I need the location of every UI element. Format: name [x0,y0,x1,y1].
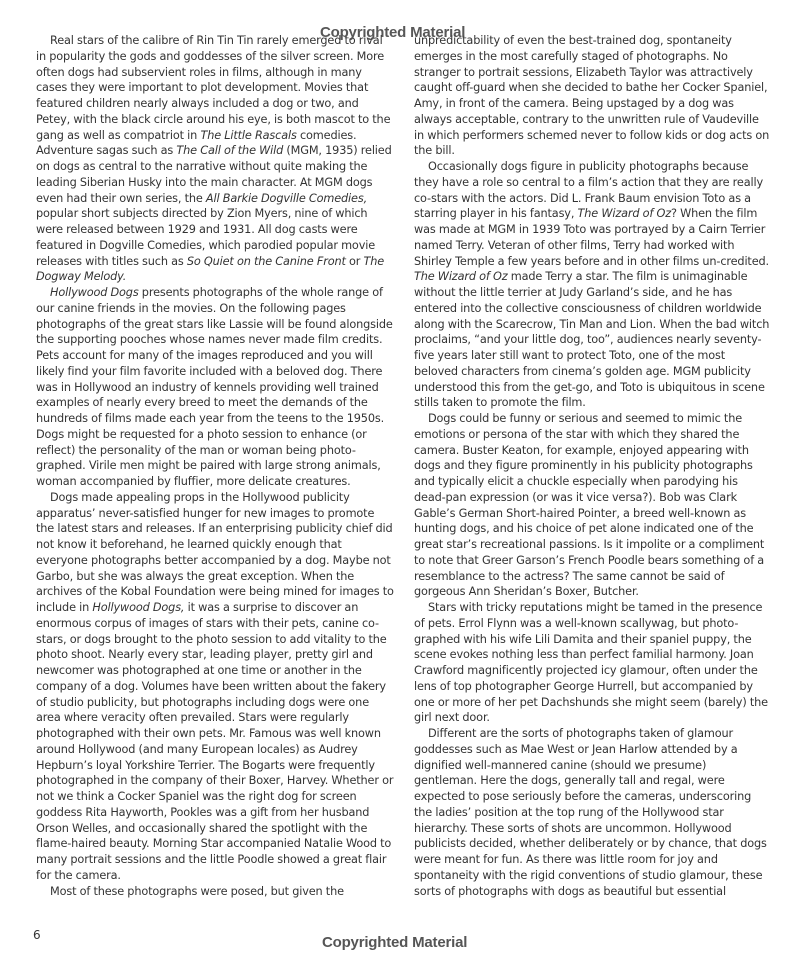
text-run: Stars with tricky reputations might be tamed in the presence of pets. Errol Flynn was a well-known scallywag, but photo-graphed with his wife Lili Damita and their spaniel puppy, the scene evokes nothing less than perfect familial harmony. Joan Crawford magnificently projected icy glamour, often under the lens of top photographer George Hurrell, but accompanied by one or more of her pet Dachshunds she might seem (barely) the girl next door. [414,601,768,725]
right-column [414,33,772,899]
film-title: The Call of the Wild [176,144,284,158]
paragraph-tricky-reputations [414,600,772,726]
text-run: Real stars of the calibre of Rin Tin Tin rarely emerged to rival in popularity the gods and goddesses of the silver screen. More often dogs had subservient roles in films, although in many cases they were important to plot development. Movies that featured children nearly always included a dog or two, and Petey, with the black circle around his eye, is both mascot to the gang as well as compatriot in [36,34,391,142]
text-run: comedies. Adventure sagas such as [36,128,357,158]
paragraph-wizard-of-oz [414,159,772,411]
text-run: Dogs made appealing props in the Hollywood publicity apparatus’ never-satisfied hunger for new images to promote the latest stars and releases. If an enterprising publicity chief did not know it beforehand, he learned quickly enough that everyone photographs better accompanied by a dog. Maybe not Garbo, but she was always the great exception. When the archives of the Kobal Foundation were being mined for images to include in [36,490,394,614]
film-title: The Little Rascals [200,128,297,142]
text-run: Most of these photographs were posed, but given the [50,884,344,898]
film-title: The Wizard of Oz [414,270,508,284]
book-title: Hollywood Dogs [50,286,139,299]
copyright-watermark-bottom: Copyrighted Material [322,934,468,951]
paragraph-funny-or-serious [414,411,772,600]
film-title: So Quiet on the Canine Front [186,254,346,268]
text-run: ? When the film was made at MGM in 1939 Toto was portrayed by a Cairn Terrier named Terry. Veteran of other films, Terry had worked with Shirley Temple a few years before and in other films un-credited. [414,207,769,268]
page-number: 6 [33,928,41,942]
text-run: Dogs could be funny or serious and seemed to mimic the emotions or persona of the star with which they shared the camera. Buster Keaton, for example, enjoyed appearing with dogs and they figure prominently in his publicity photographs and typically elicit a chuckle especially when parodying his dead-pan expression (or was it vice versa?). Bob was Clark Gable’s German Short-haired Pointer, a breed well-known as hunting dogs, and his choice of pet alone indicated one of the great star’s recreational passions. Is it impolite or a compliment to note that Greer Garson’s French Poodle bears something of a resemblance to the actress? The same cannot be said of gorgeous Ann Sheridan’s Boxer, Butcher. [414,412,765,599]
film-title: The Wizard of Oz [577,207,672,221]
copyright-watermark-top: Copyrighted Material [320,24,466,41]
left-column [36,33,394,899]
paragraph-publicity-props [36,490,394,884]
text-run: (MGM, 1935) relied on dogs as central to the narrative without quite making the leading Siberian Husky into the main character. At MGM dogs even had their own series, the [36,144,392,205]
text-run: made Terry a star. The film is unimaginable without the little terrier at Judy Garland’s side, and he has entered into the collective consciousness of children worldwide along with the Scarecrow, Tin Man and Lion. When the bad witch proclaims, “and your little dog, too”, audiences nearly seventy-five years later still want to protect Toto, one of the most beloved characters from cinema’s golden age. MGM publicity understood this from the get-go, and Toto is ubiquitous in scene stills taken to promote the film. [414,270,770,410]
paragraph-glamour-goddesses [414,726,772,899]
text-run: Occasionally dogs figure in publicity photographs because they have a role so central to a film’s action that they are really co-stars with the actors. Did L. Frank Baum envision Toto as a starring player in his fantasy, [414,160,763,221]
paragraph-unpredictability [414,33,772,159]
text-run: popular short subjects directed by Zion Myers, nine of which were released between 1929 and 1931. All dog casts were featured in Dogville Comedies, which parodied popular movie releases with titles such as [36,207,376,268]
text-run: or [345,254,364,268]
text-run: unpredictability of even the best-trained dog, spontaneity emerges in the most carefully staged of photographs. No stranger to portrait sessions, Elizabeth Taylor was attractively caught off-guard when she decided to bathe her Cocker Spaniel, Amy, in front of the camera. Being upstaged by a dog was always acceptable, contrary to the unwritten rule of Vaudeville in which performers schemed never to follow kids or dog acts on the bill. [414,34,770,158]
paragraph-posed-photographs [36,884,394,900]
text-run: presents photographs of the whole range of our canine friends in the movies. On the following pages photographs of the great stars like Lassie will be found alongside the supporting pooches whose names never made film credits. Pets account for many of the images reproduced and you will likely find your film favorite included with a beloved dog. There was in Hollywood an industry of kennels providing well trained examples of nearly every breed to meet the demands of the hundreds of films made each year from the teens to the 1950s. Dogs might be requested for a photo session to enhance (or reflect) the personality of the man or woman being photo-graphed. Virile men might be paired with large strong animals, woman accompanied by fluffier, more delicate creatures. [36,286,393,488]
text-run: Different are the sorts of photographs taken of glamour goddesses such as Mae West or Jean Harlow attended by a dignified well-mannered canine (should we presume) gentleman. Here the dogs, generally tall and regal, were expected to pose seriously before the cameras, underscoring the ladies’ position at the top rung of the Hollywood star hierarchy. These sorts of shots are uncommon. Hollywood publicists decided, whether deliberately or by chance, that dogs were meant for fun. As there was little room for joy and spontaneity with the rigid conventions of studio glamour, these sorts of photographs with dogs as beautiful but essential [414,727,767,898]
film-title: The Dogway Melody. [36,254,385,284]
text-run: it was a surprise to discover an enormous corpus of images of stars with their pets, canine co-stars, or dogs brought to the photo session to add vitality to the photo shoot. Nearly every star, leading player, pretty girl and newcomer was photographed at one time or another in the company of a dog. Volumes have been written about the fakery of studio publicity, but photographs including dogs were one area where veracity often prevailed. Stars were regularly photographed with their own pets. Mr. Famous was well known around Hollywood (and many European locales) as Audrey Hepburn’s loyal Yorkshire Terrier. The Bogarts were frequently photographed in the company of their Boxer, Harvey. Whether or not we think a Cocker Spaniel was the right dog for screen goddess Rita Hayworth, Pookles was a gift from her husband Orson Welles, and occasionally shared the spotlight with the flame-haired beauty. Morning Star accompanied Natalie Wood to many portrait sessions and the little Poodle showed a great flair for the camera. [36,601,394,882]
paragraph-hollywood-dogs-presents [36,285,394,490]
series-title: All Barkie Dogville Comedies, [205,191,368,205]
paragraph-rin-tin-tin [36,33,394,285]
book-title: Hollywood Dogs, [92,601,185,614]
